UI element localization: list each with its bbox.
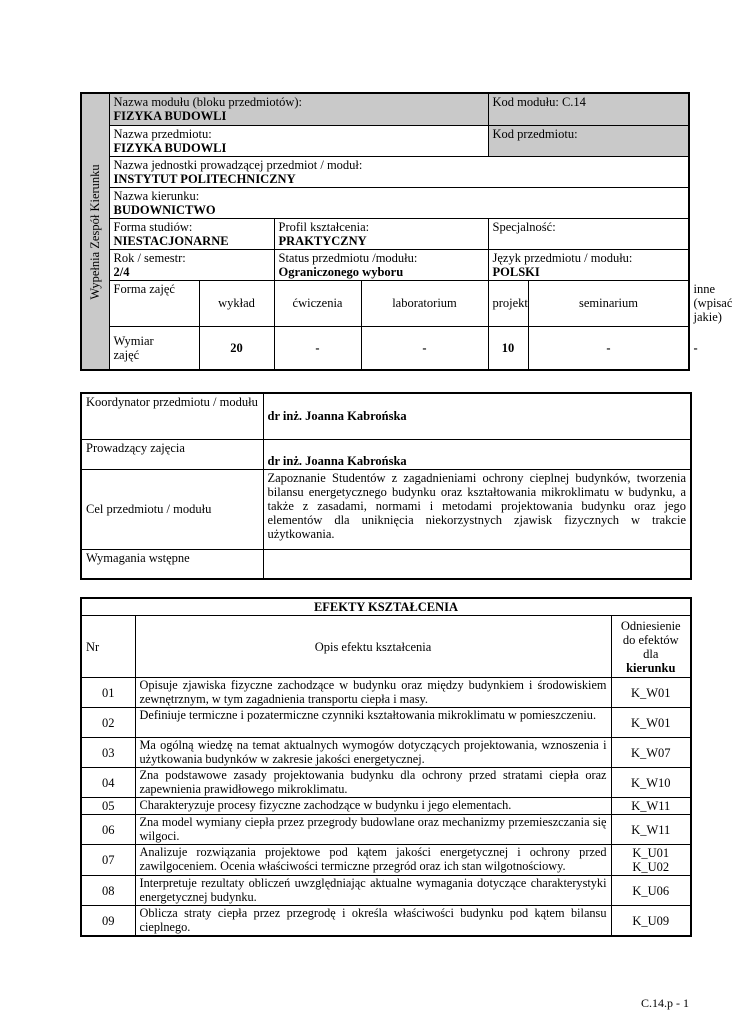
effect-desc: Analizuje rozwiązania projektowe pod kątem jakości energetycznej i ochrony przed zawilgoceniem. Ocenia właściwości termiczne przegród oraz ich stan wilgotnościowy.	[135, 845, 611, 876]
requirements-label: Wymagania wstępne	[81, 549, 263, 579]
profile-label: Profil kształcenia:	[278, 219, 370, 234]
field-label: Nazwa kierunku:	[113, 188, 200, 203]
effect-desc: Charakteryzuje procesy fizyczne zachodzące w budynku i jego elementach.	[135, 798, 611, 815]
study-form-cell	[109, 218, 274, 249]
profile: PRAKTYCZNY	[278, 233, 367, 248]
goal-text: Zapoznanie Studentów z zagadnieniami ochrony cieplnej budynków, tworzenia bilansu energetycznego budynku oraz kształtowania mikroklimatu w budynku, a także z zasadami, normami i metodami projektowania budynku oraz jego elementów dla uniknięcia niekorzystnych zjawisk fizycznych w trakcie użytkowania.	[263, 469, 691, 549]
col-ref-header	[611, 616, 691, 678]
effects-title: EFEKTY KSZTAŁCENIA	[81, 598, 691, 616]
effect-ref: K_W01	[611, 678, 691, 708]
classes-label: Forma zajęć	[109, 280, 199, 326]
effect-row	[81, 906, 691, 937]
module-header-table: Wypełnia Zespół Kierunku Nazwa modułu (bloku przedmiotów): FIZYKA BUDOWLI Kod modułu: C.14 Nazwa przedmiotu: FIZYKA BUDOWLI Kod przedmiotu: Nazwa jednostki prowadzącej przedmiot / moduł: INSTYTUT POLITECHNICZNY Nazwa kierunku: BUDOWNICTWO Forma studiów: NIESTACJONARNE Profil kształcenia: PRAKTYCZNY Specjalność: Rok / semestr: 2/4 Status przedmiotu /modułu: Ograniczonego wyboru Język przedmiotu / modułu: POLSKI Forma zajęć wykład ćwiczenia laboratorium projekt seminarium inne (wpisać jakie) Wymiar zajęć 20 - - 10 - -	[80, 92, 690, 371]
profile-cell	[274, 218, 488, 249]
col-desc-header: Opis efektu kształcenia	[135, 616, 611, 678]
subject-name: FIZYKA BUDOWLI	[113, 140, 227, 155]
coordinator-label: Koordynator przedmiotu / modułu	[81, 393, 263, 439]
year-label: Rok / semestr:	[113, 250, 186, 265]
effect-row	[81, 798, 691, 815]
field-cell	[109, 187, 689, 218]
hours-value: -	[528, 326, 689, 370]
coordinator-table	[80, 392, 692, 580]
effect-row	[81, 876, 691, 906]
effect-row	[81, 768, 691, 798]
effect-ref: K_U06	[611, 876, 691, 906]
col-nr-header: Nr	[81, 616, 135, 678]
language-cell	[488, 249, 689, 280]
effect-desc: Ma ogólną wiedzę na temat aktualnych wymogów dotyczących projektowania, wznoszenia i użytkowania budynków w zakresie jakości energetycznej.	[135, 738, 611, 768]
effect-row	[81, 738, 691, 768]
effects-rows	[81, 678, 691, 937]
subject-code: Kod przedmiotu:	[488, 125, 689, 156]
class-type: projekt	[488, 280, 528, 326]
study-form: NIESTACJONARNE	[113, 233, 229, 248]
module-name-label: Nazwa modułu (bloku przedmiotów):	[113, 95, 302, 109]
effect-nr: 09	[81, 906, 135, 937]
hours-value: 20	[199, 326, 274, 370]
status-cell	[274, 249, 488, 280]
effect-ref: K_W10	[611, 768, 691, 798]
effect-ref: K_W07	[611, 738, 691, 768]
effect-nr: 02	[81, 708, 135, 738]
page-footer: C.14.p - 1	[641, 996, 689, 1010]
class-type: laboratorium	[361, 280, 488, 326]
unit-cell	[109, 156, 689, 187]
lecturer-name: dr inż. Joanna Kabrońska	[263, 439, 691, 469]
requirements-text	[263, 549, 691, 579]
hours-value: -	[361, 326, 488, 370]
specialty-cell	[488, 218, 689, 249]
status: Ograniczonego wyboru	[278, 264, 404, 279]
module-code: Kod modułu: C.14	[488, 93, 689, 125]
effect-desc: Zna model wymiany ciepła przez przegrody budowlane oraz mechanizmy przemieszczania się wilgoci.	[135, 815, 611, 845]
class-type: ćwiczenia	[274, 280, 361, 326]
year: 2/4	[113, 264, 130, 279]
effect-ref: K_W11	[611, 815, 691, 845]
effect-row	[81, 678, 691, 708]
col-ref-bold: kierunku	[626, 660, 676, 675]
hours-label: Wymiar zajęć	[109, 326, 199, 370]
effect-nr: 04	[81, 768, 135, 798]
effect-row	[81, 815, 691, 845]
language-label: Język przedmiotu / modułu:	[492, 250, 633, 265]
effect-desc: Interpretuje rezultaty obliczeń uwzględniając aktualne wymagania dotyczące charakterystyki energetycznej budynku.	[135, 876, 611, 906]
module-name: FIZYKA BUDOWLI	[113, 109, 227, 123]
class-type: seminarium	[528, 280, 689, 326]
effect-ref: K_U09	[611, 906, 691, 937]
effect-row	[81, 708, 691, 738]
effects-table	[80, 597, 692, 937]
effect-nr: 03	[81, 738, 135, 768]
status-label: Status przedmiotu /modułu:	[278, 250, 418, 265]
hours-value: 10	[488, 326, 528, 370]
col-ref-text: Odniesienie do efektów dla	[620, 618, 681, 661]
subject-name-label: Nazwa przedmiotu:	[113, 126, 212, 141]
unit-label: Nazwa jednostki prowadzącej przedmiot / moduł:	[113, 157, 363, 172]
study-form-label: Forma studiów:	[113, 219, 193, 234]
effect-nr: 07	[81, 845, 135, 876]
effect-desc: Opisuje zjawiska fizyczne zachodzące w budynku oraz między budynkiem i środowiskiem zewnętrznym, w tym zagadnienia transportu ciepła i masy.	[135, 678, 611, 708]
lecturer-label: Prowadzący zajęcia	[81, 439, 263, 469]
effect-ref: K_W11	[611, 798, 691, 815]
effect-desc: Zna podstawowe zasady projektowania budynku dla ochrony przed stratami ciepła oraz zapewnienia prawidłowego mikroklimatu.	[135, 768, 611, 798]
specialty-label: Specjalność:	[492, 219, 556, 234]
year-cell	[109, 249, 274, 280]
effect-nr: 01	[81, 678, 135, 708]
subject-name-cell	[109, 125, 488, 156]
effect-ref: K_U01 K_U02	[611, 845, 691, 876]
effect-nr: 05	[81, 798, 135, 815]
goal-label: Cel przedmiotu / modułu	[81, 469, 263, 549]
unit-name: INSTYTUT POLITECHNICZNY	[113, 171, 296, 186]
effect-nr: 06	[81, 815, 135, 845]
class-type: wykład	[199, 280, 274, 326]
language: POLSKI	[492, 264, 540, 279]
side-label-cell	[81, 93, 109, 370]
effect-ref: K_W01	[611, 708, 691, 738]
field-name: BUDOWNICTWO	[113, 202, 216, 217]
effect-nr: 08	[81, 876, 135, 906]
module-name-cell	[109, 93, 488, 125]
coordinator-name: dr inż. Joanna Kabrońska	[263, 393, 691, 439]
effect-row	[81, 845, 691, 876]
side-label: Wypełnia Zespół Kierunku	[88, 163, 103, 300]
effect-desc: Definiuje termiczne i pozatermiczne czynniki kształtowania mikroklimatu w pomieszczeniu.	[135, 708, 611, 738]
effect-desc: Oblicza straty ciepła przez przegrodę i określa właściwości budynku pod kątem bilansu cieplnego.	[135, 906, 611, 937]
hours-value: -	[274, 326, 361, 370]
